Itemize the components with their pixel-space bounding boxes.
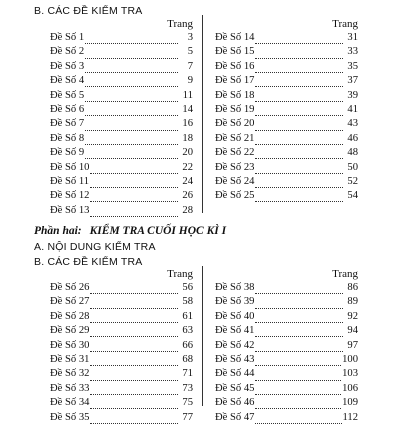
toc-entry-title: Đề Số 47 (215, 411, 255, 423)
dot-leader (85, 121, 178, 131)
toc-entry-page: 5 (187, 46, 193, 58)
toc-entry-page: 41 (347, 103, 358, 115)
toc-entry-page: 11 (182, 89, 193, 101)
toc-entry-title: Đề Số 46 (215, 397, 255, 409)
dot-leader (90, 284, 178, 294)
toc-entry-page: 71 (182, 368, 193, 380)
toc-entry (34, 396, 193, 410)
dot-leader (255, 63, 343, 73)
toc-entry-title: Đề Số 44 (215, 368, 255, 380)
toc-entry-page: 14 (182, 103, 193, 115)
toc-entry (34, 189, 193, 203)
toc-entry (34, 411, 193, 425)
toc-entry-page: 77 (182, 411, 193, 423)
toc-column-right (199, 268, 358, 425)
toc-entry (199, 117, 358, 131)
dot-leader (255, 164, 343, 174)
toc-entry-page: 97 (347, 339, 358, 351)
section-heading-b: B. CÁC ĐỀ KIỂM TRA (34, 5, 143, 17)
dot-leader (90, 356, 178, 366)
toc-entry-title: Đề Số 16 (215, 60, 255, 72)
toc-entry-page: 109 (342, 397, 358, 409)
toc-entry (34, 103, 193, 117)
toc-entry-title: Đề Số 28 (50, 310, 90, 322)
toc-entry-page: 112 (342, 411, 358, 423)
toc-entry (199, 339, 358, 353)
dot-leader (255, 192, 343, 202)
dot-leader (255, 135, 343, 145)
toc-entry (199, 310, 358, 324)
dot-leader (85, 77, 178, 87)
toc-entry-page: 92 (347, 310, 358, 322)
toc-entry-title: Đề Số 15 (215, 46, 255, 58)
toc-entry-page: 48 (347, 147, 358, 159)
toc-entry-title: Đề Số 20 (215, 118, 255, 130)
toc-entry-title: Đề Số 33 (50, 382, 90, 394)
toc-entry-page: 50 (347, 161, 358, 173)
toc-entry-page: 28 (182, 204, 193, 216)
toc-entry-title: Đề Số 3 (50, 60, 85, 72)
toc-entry-title: Đề Số 8 (50, 132, 85, 144)
toc-entry-title: Đề Số 42 (215, 339, 255, 351)
toc-entry-title: Đề Số 26 (50, 282, 90, 293)
toc-entry (34, 324, 193, 338)
toc-entry-page: 16 (182, 118, 193, 130)
toc-entry-title: Đề Số 9 (50, 147, 85, 159)
dot-leader (255, 178, 343, 188)
toc-entry-page: 86 (347, 282, 358, 293)
toc-entry-page: 68 (182, 353, 193, 365)
toc-entry-page: 26 (182, 190, 193, 202)
toc-entry-page: 75 (182, 397, 193, 409)
toc-entry-page: 52 (347, 175, 358, 187)
toc-entry (199, 295, 358, 309)
toc-entry (34, 132, 193, 146)
toc-entry (199, 146, 358, 160)
part-title (34, 225, 226, 237)
toc-entry-page: 31 (347, 32, 358, 43)
dot-leader (255, 121, 343, 131)
dot-leader (255, 356, 341, 366)
toc-entry-page: 22 (182, 161, 193, 173)
toc-entry-page: 73 (182, 382, 193, 394)
toc-entry-page: 66 (182, 339, 193, 351)
toc-entry-page: 7 (187, 60, 193, 72)
toc-entry-page: 58 (182, 296, 193, 308)
toc-entry-title: Đề Số 6 (50, 103, 85, 115)
dot-leader (85, 106, 178, 116)
dot-leader (255, 34, 343, 44)
toc-entry-title: Đề Số 45 (215, 382, 255, 394)
toc-entry-title: Đề Số 11 (50, 175, 90, 187)
toc-entry-page: 56 (182, 282, 193, 293)
part-name: KIỂM TRA CUỐI HỌC KÌ I (89, 225, 227, 237)
dot-leader (255, 49, 343, 59)
toc-entry (199, 103, 358, 117)
toc-entry-page: 24 (182, 175, 193, 187)
toc-entry (34, 74, 193, 88)
dot-leader (90, 342, 178, 352)
part-label: Phần hai: (34, 225, 82, 237)
dot-leader (85, 135, 178, 145)
toc-entry-title: Đề Số 22 (215, 147, 255, 159)
toc-entry (199, 396, 358, 410)
toc-entry-title: Đề Số 17 (215, 75, 255, 87)
toc-entry-title: Đề Số 10 (50, 161, 90, 173)
toc-entry (34, 89, 193, 103)
section-heading-b: B. CÁC ĐỀ KIỂM TRA (34, 256, 143, 268)
dot-leader (255, 284, 343, 294)
toc-entry (34, 367, 193, 381)
toc-entry (34, 117, 193, 131)
dot-leader (255, 299, 343, 309)
toc-entry-title: Đề Số 1 (50, 32, 85, 43)
dot-leader (85, 149, 178, 159)
toc-entry-page: 89 (347, 296, 358, 308)
toc-entry (34, 60, 193, 74)
toc-entry (199, 89, 358, 103)
toc-entry (199, 31, 358, 45)
toc-entry-page: 54 (347, 190, 358, 202)
toc-list (34, 281, 193, 425)
toc-entry (34, 204, 193, 218)
toc-column-left (34, 18, 193, 218)
toc-entry-title: Đề Số 18 (215, 89, 255, 101)
toc-entry (34, 281, 193, 295)
toc-entry (199, 45, 358, 59)
dot-leader (85, 34, 178, 44)
toc-entry-page: 3 (187, 32, 193, 43)
toc-entry (34, 295, 193, 309)
toc-entry-title: Đề Số 40 (215, 310, 255, 322)
toc-entry (34, 339, 193, 353)
dot-leader (90, 327, 178, 337)
toc-list (34, 31, 193, 218)
dot-leader (85, 92, 178, 102)
toc-entry (34, 45, 193, 59)
page-column-label: Trang (332, 18, 358, 30)
toc-entry-page: 103 (342, 368, 358, 380)
dot-leader (90, 385, 178, 395)
toc-entry (199, 74, 358, 88)
dot-leader (85, 63, 178, 73)
toc-entry-page: 33 (347, 46, 358, 58)
dot-leader (255, 342, 343, 352)
dot-leader (255, 149, 343, 159)
toc-entry-title: Đề Số 29 (50, 325, 90, 337)
toc-entry-page: 46 (347, 132, 358, 144)
toc-column-left (34, 268, 193, 425)
dot-leader (90, 414, 178, 424)
toc-entry-title: Đề Số 14 (215, 32, 255, 43)
dot-leader (90, 164, 178, 174)
toc-entry-title: Đề Số 7 (50, 118, 85, 130)
dot-leader (255, 313, 343, 323)
toc-entry-title: Đề Số 41 (215, 325, 255, 337)
toc-entry-page: 37 (347, 75, 358, 87)
toc-entry (34, 161, 193, 175)
toc-entry-title: Đề Số 21 (215, 132, 255, 144)
dot-leader (255, 399, 341, 409)
toc-entry-title: Đề Số 31 (50, 353, 90, 365)
toc-entry-title: Đề Số 25 (215, 190, 255, 202)
dot-leader (90, 399, 178, 409)
toc-entry-page: 43 (347, 118, 358, 130)
toc-entry-page: 63 (182, 325, 193, 337)
toc-entry-page: 35 (347, 60, 358, 72)
toc-entry (199, 411, 358, 425)
page-column-label: Trang (167, 268, 193, 280)
toc-entry (34, 353, 193, 367)
toc-entry (199, 161, 358, 175)
dot-leader (90, 192, 178, 202)
dot-leader (90, 313, 178, 323)
dot-leader (90, 299, 178, 309)
toc-entry-title: Đề Số 32 (50, 368, 90, 380)
toc-entry (199, 281, 358, 295)
toc-entry-page: 39 (347, 89, 358, 101)
dot-leader (255, 385, 341, 395)
toc-entry-title: Đề Số 43 (215, 353, 255, 365)
dot-leader (255, 106, 343, 116)
toc-entry-title: Đề Số 30 (50, 339, 90, 351)
toc-entry-title: Đề Số 27 (50, 296, 90, 308)
page-column-label: Trang (167, 18, 193, 30)
dot-leader (85, 49, 178, 59)
dot-leader (90, 371, 178, 381)
toc-entry-title: Đề Số 19 (215, 103, 255, 115)
section-heading-a: A. NỘI DUNG KIỂM TRA (34, 241, 156, 253)
toc-entry-page: 9 (187, 75, 193, 87)
toc-entry-page: 20 (182, 147, 193, 159)
toc-entry (34, 31, 193, 45)
toc-entry-page: 106 (342, 382, 358, 394)
toc-entry (199, 175, 358, 189)
toc-column-right (199, 18, 358, 204)
toc-entry-page: 18 (182, 132, 193, 144)
toc-list (199, 281, 358, 425)
toc-entry (199, 189, 358, 203)
dot-leader (90, 207, 178, 217)
dot-leader (255, 371, 341, 381)
toc-entry (34, 146, 193, 160)
toc-list (199, 31, 358, 204)
dot-leader (255, 414, 341, 424)
toc-entry (199, 382, 358, 396)
toc-entry (199, 60, 358, 74)
toc-entry-title: Đề Số 34 (50, 397, 90, 409)
toc-entry (199, 367, 358, 381)
toc-entry-title: Đề Số 12 (50, 190, 90, 202)
toc-entry-title: Đề Số 2 (50, 46, 85, 58)
toc-entry-page: 94 (347, 325, 358, 337)
toc-entry-title: Đề Số 5 (50, 89, 85, 101)
dot-leader (255, 77, 343, 87)
toc-entry-title: Đề Số 23 (215, 161, 255, 173)
toc-entry (199, 353, 358, 367)
dot-leader (255, 327, 343, 337)
toc-entry-title: Đề Số 24 (215, 175, 255, 187)
dot-leader (90, 178, 178, 188)
toc-entry (34, 310, 193, 324)
toc-entry-title: Đề Số 4 (50, 75, 85, 87)
toc-entry-title: Đề Số 13 (50, 204, 90, 216)
toc-entry (34, 382, 193, 396)
toc-entry-title: Đề Số 35 (50, 411, 90, 423)
toc-entry (199, 132, 358, 146)
toc-entry-page: 100 (342, 353, 358, 365)
toc-entry-title: Đề Số 38 (215, 282, 255, 293)
dot-leader (255, 92, 343, 102)
toc-entry-page: 61 (182, 310, 193, 322)
page-column-label: Trang (332, 268, 358, 280)
toc-entry (34, 175, 193, 189)
toc-entry (199, 324, 358, 338)
toc-entry-title: Đề Số 39 (215, 296, 255, 308)
